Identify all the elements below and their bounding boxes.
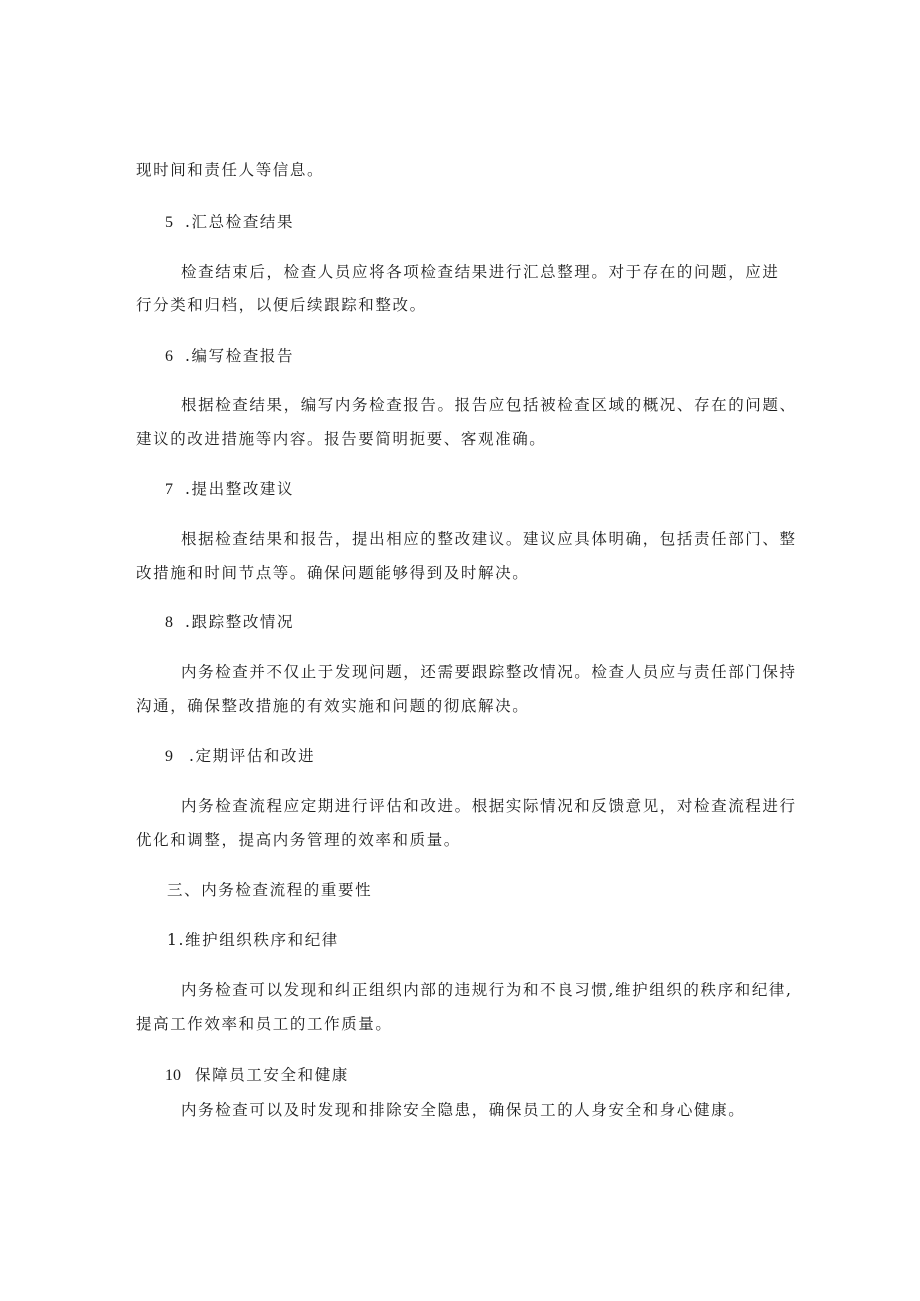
paragraph-continuation: 现时间和责任人等信息。 (136, 161, 325, 179)
paragraph-line: 行分类和归档，以便后续跟踪和整改。 (136, 296, 427, 314)
step-number: 6 (165, 348, 173, 365)
paragraph-line: 内务检查可以及时发现和排除安全隐患，确保员工的人身安全和身心健康。 (181, 1101, 746, 1119)
paragraph-line: 优化和调整，提高内务管理的效率和质量。 (136, 831, 461, 849)
paragraph-line: 改措施和时间节点等。确保问题能够得到及时解决。 (136, 564, 530, 582)
step-title: .提出整改建议 (185, 480, 295, 498)
step-number: 8 (165, 614, 173, 631)
step-title: 保障员工安全和健康 (195, 1066, 349, 1084)
step-number: 10 (165, 1067, 181, 1084)
paragraph-line: 内务检查可以发现和纠正组织内部的违规行为和不良习惯,维护组织的秩序和纪律, (181, 981, 793, 999)
step-title: .编写检查报告 (185, 347, 295, 365)
step-heading-5 (165, 212, 294, 233)
paragraph-line: 根据检查结果，编写内务检查报告。报告应包括被检查区域的概况、存在的问题、 (181, 396, 797, 414)
paragraph-line: 根据检查结果和报告，提出相应的整改建议。建议应具体明确，包括责任部门、整 (181, 530, 797, 548)
step-heading-9 (165, 746, 315, 767)
subsection-heading-1: 1.维护组织秩序和纪律 (167, 931, 339, 949)
step-title: .汇总检查结果 (185, 213, 295, 231)
step-heading-6 (165, 346, 294, 367)
step-heading-8 (165, 612, 294, 633)
step-title: .跟踪整改情况 (185, 613, 295, 631)
paragraph-line: 建议的改进措施等内容。报告要简明扼要、客观准确。 (136, 430, 547, 448)
paragraph-line: 内务检查并不仅止于发现问题，还需要跟踪整改情况。检查人员应与责任部门保持 (181, 663, 797, 681)
paragraph-line: 沟通，确保整改措施的有效实施和问题的彻底解决。 (136, 697, 530, 715)
step-number: 9 (165, 748, 173, 765)
paragraph-line: 内务检查流程应定期进行评估和改进。根据实际情况和反馈意见，对检查流程进行 (181, 797, 797, 815)
step-number: 5 (165, 214, 173, 231)
section-heading: 三、内务检查流程的重要性 (167, 881, 373, 899)
paragraph-line: 提高工作效率和员工的工作质量。 (136, 1015, 393, 1033)
subsection-heading-10 (165, 1065, 349, 1086)
step-number: 7 (165, 481, 173, 498)
step-title: .定期评估和改进 (189, 747, 316, 765)
paragraph-line: 检查结束后，检查人员应将各项检查结果进行汇总整理。对于存在的问题，应进 (181, 263, 780, 281)
step-heading-7 (165, 479, 294, 500)
